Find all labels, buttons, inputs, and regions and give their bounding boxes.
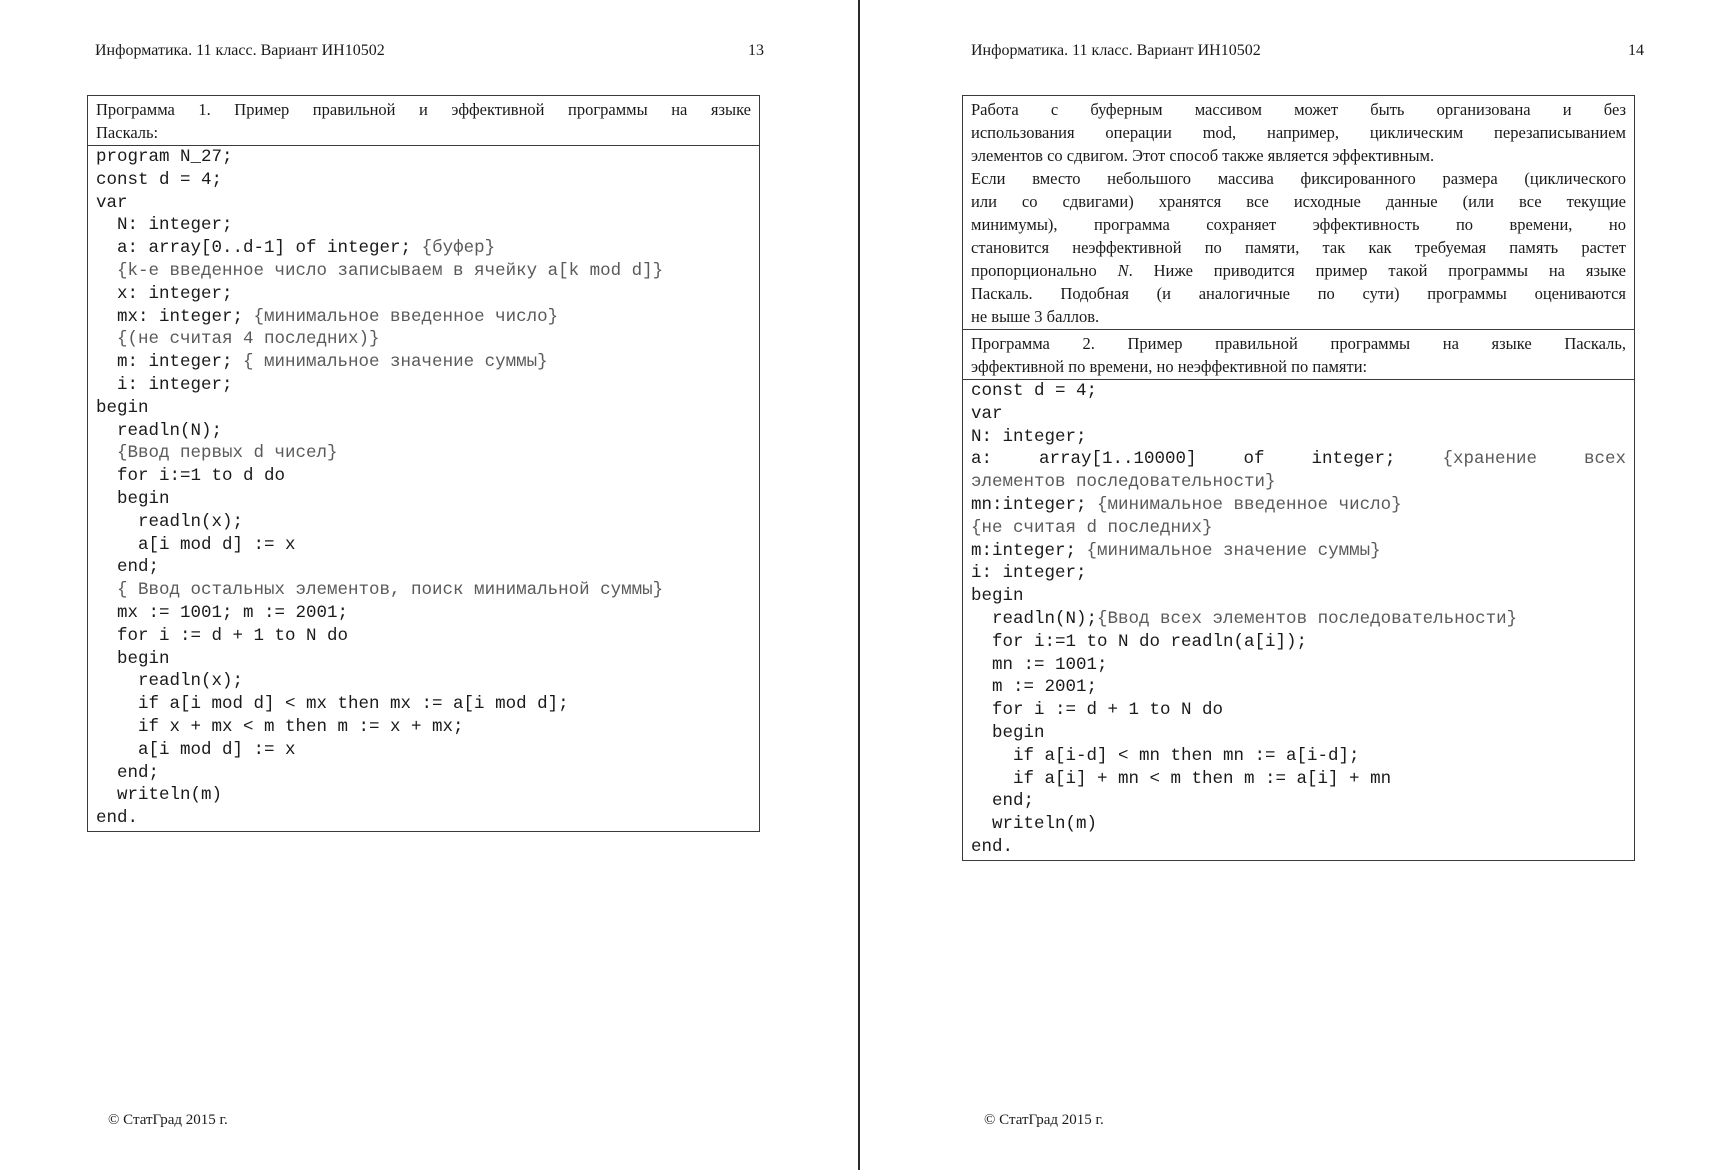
program-2-caption <box>963 330 1634 379</box>
code-line <box>971 494 1626 517</box>
code-line: end; <box>96 557 160 578</box>
code-comment: элементов последовательности} <box>971 472 1276 493</box>
code-line: a[i mod d] := x <box>96 739 296 760</box>
right-page-header-title: Информатика. 11 класс. Вариант ИН10502 <box>971 42 1261 59</box>
code-line <box>971 608 1626 631</box>
code-line: mn := 1001; <box>971 654 1108 675</box>
code-text: readln(N); <box>971 608 1098 629</box>
code-text: mn:integer; <box>971 494 1098 515</box>
right-page-footer: © СтатГрад 2015 г. <box>984 1112 1104 1128</box>
code-comment: {минимальное значение суммы} <box>1086 540 1381 561</box>
code-comment: {минимальное введенное число} <box>1097 494 1402 515</box>
left-page-footer: © СтатГрад 2015 г. <box>108 1112 228 1128</box>
code-line <box>971 540 1626 563</box>
code-line: end. <box>96 808 139 829</box>
code-line: readln(x); <box>96 671 244 692</box>
program-2-caption-line: Программа 2. Пример правильной программы на языке Паскаль, <box>971 334 1626 353</box>
code-line: readln(N); <box>96 420 223 441</box>
paragraph-line: минимумы), программа сохраняет эффективность по времени, но <box>971 215 1626 234</box>
left-page-number: 13 <box>748 42 764 59</box>
code-line: for i := d + 1 to N do <box>971 700 1224 721</box>
code-line: if a[i] + mn < m then m := a[i] + mn <box>971 768 1392 789</box>
paragraph-line <box>971 259 1626 282</box>
right-page-number: 14 <box>1628 42 1644 59</box>
code-line: i: integer; <box>971 563 1087 584</box>
code-line: for i:=1 to d do <box>96 466 286 487</box>
code-line <box>96 351 751 374</box>
code-line: begin <box>971 722 1045 743</box>
code-comment: {минимальное введенное число} <box>253 306 559 327</box>
code-comment: {(не считая 4 последних)} <box>96 329 380 350</box>
code-line: var <box>96 192 128 213</box>
left-page-header-title: Информатика. 11 класс. Вариант ИН10502 <box>95 42 385 59</box>
paragraph-line: Если вместо небольшого массива фиксированного размера (циклического <box>971 169 1626 188</box>
code-line <box>96 237 751 260</box>
paragraph-line: Паскаль. Подобная (и аналогичные по сути) программы оцениваются <box>971 284 1626 303</box>
code-comment: {k-е введенное число записываем в ячейку a[k mod d]} <box>96 260 664 281</box>
paragraph-text: . Ниже приводится пример такой программы на языке <box>1128 261 1626 280</box>
code-text: mx: integer; <box>96 306 254 327</box>
code-line: a[i mod d] := x <box>96 534 296 555</box>
code-comment: { минимальное значение суммы} <box>243 352 548 373</box>
code-line: for i:=1 to N do readln(a[i]); <box>971 631 1308 652</box>
paragraph-line: не выше 3 баллов. <box>971 307 1100 326</box>
paragraph-line: становится неэффективной по памяти, так как требуемая память растет <box>971 238 1626 257</box>
code-comment: всех <box>1583 449 1626 470</box>
code-line: mx := 1001; m := 2001; <box>96 602 349 623</box>
code-line: begin <box>96 648 170 669</box>
code-line: writeln(m) <box>971 814 1098 835</box>
code-text: a: array[0..d-1] of integer; <box>96 238 422 259</box>
code-comment: {буфер} <box>421 238 496 259</box>
paragraph-italic-n: N <box>1117 261 1129 280</box>
code-line: begin <box>96 397 149 418</box>
paragraph-line: элементов со сдвигом. Этот способ также является эффективным. <box>971 146 1435 165</box>
code-line: x: integer; <box>96 283 233 304</box>
code-line: end. <box>971 836 1014 857</box>
program-1-caption <box>88 96 759 145</box>
left-page <box>0 0 858 1170</box>
explanation-paragraph <box>963 96 1634 329</box>
code-comment: {Ввод первых d чисел} <box>96 443 338 464</box>
code-text: m: integer; <box>96 352 244 373</box>
code-line: N: integer; <box>971 426 1087 447</box>
code-line: N: integer; <box>96 215 233 236</box>
program-1-code <box>88 146 759 831</box>
code-line: var <box>971 403 1003 424</box>
code-comment: {Ввод всех элементов последовательности} <box>1097 608 1518 629</box>
code-text: a: <box>971 449 993 470</box>
code-line: const d = 4; <box>971 381 1098 401</box>
code-line: end; <box>96 762 160 783</box>
code-comment: { Ввод остальных элементов, поиск минимальной суммы} <box>96 580 664 601</box>
code-line: if a[i mod d] < mx then mx := a[i mod d]; <box>96 694 569 715</box>
paragraph-line: Работа с буферным массивом может быть организована и без <box>971 100 1626 119</box>
code-line: m := 2001; <box>971 677 1098 698</box>
program-2-code <box>963 380 1634 860</box>
program-2-box <box>962 95 1635 861</box>
code-line: const d = 4; <box>96 169 223 190</box>
code-text: integer; <box>1311 449 1396 470</box>
code-line: i: integer; <box>96 374 233 395</box>
paragraph-line: использования операции mod, например, циклическим перезаписыванием <box>971 123 1626 142</box>
program-2-caption-line: эффективной по времени, но неэффективной по памяти: <box>971 357 1368 376</box>
code-text: m:integer; <box>971 540 1087 561</box>
code-text: of <box>1243 449 1265 470</box>
code-line: begin <box>96 488 170 509</box>
code-line: if x + mx < m then m := x + mx; <box>96 716 464 737</box>
code-text: array[1..10000] <box>1038 449 1197 470</box>
program-1-caption-line: Программа 1. Пример правильной и эффективной программы на языке <box>96 100 751 119</box>
code-comment: {не считая d последних} <box>971 517 1213 538</box>
code-line <box>971 448 1626 471</box>
code-line: readln(x); <box>96 511 244 532</box>
code-line: end; <box>971 791 1035 812</box>
code-line: program N_27; <box>96 147 233 167</box>
program-1-caption-line: Паскаль: <box>96 123 159 142</box>
code-line: if a[i-d] < mn then mn := a[i-d]; <box>971 745 1360 766</box>
paragraph-line: или со сдвигами) хранятся все исходные данные (или все текущие <box>971 192 1626 211</box>
code-line: writeln(m) <box>96 785 223 806</box>
code-line: begin <box>971 586 1024 607</box>
right-page <box>860 0 1718 1170</box>
code-line <box>96 306 751 329</box>
code-comment: {хранение <box>1442 449 1537 470</box>
paragraph-text: пропорционально <box>971 261 1118 280</box>
code-line: for i := d + 1 to N do <box>96 625 349 646</box>
program-1-box <box>87 95 760 832</box>
